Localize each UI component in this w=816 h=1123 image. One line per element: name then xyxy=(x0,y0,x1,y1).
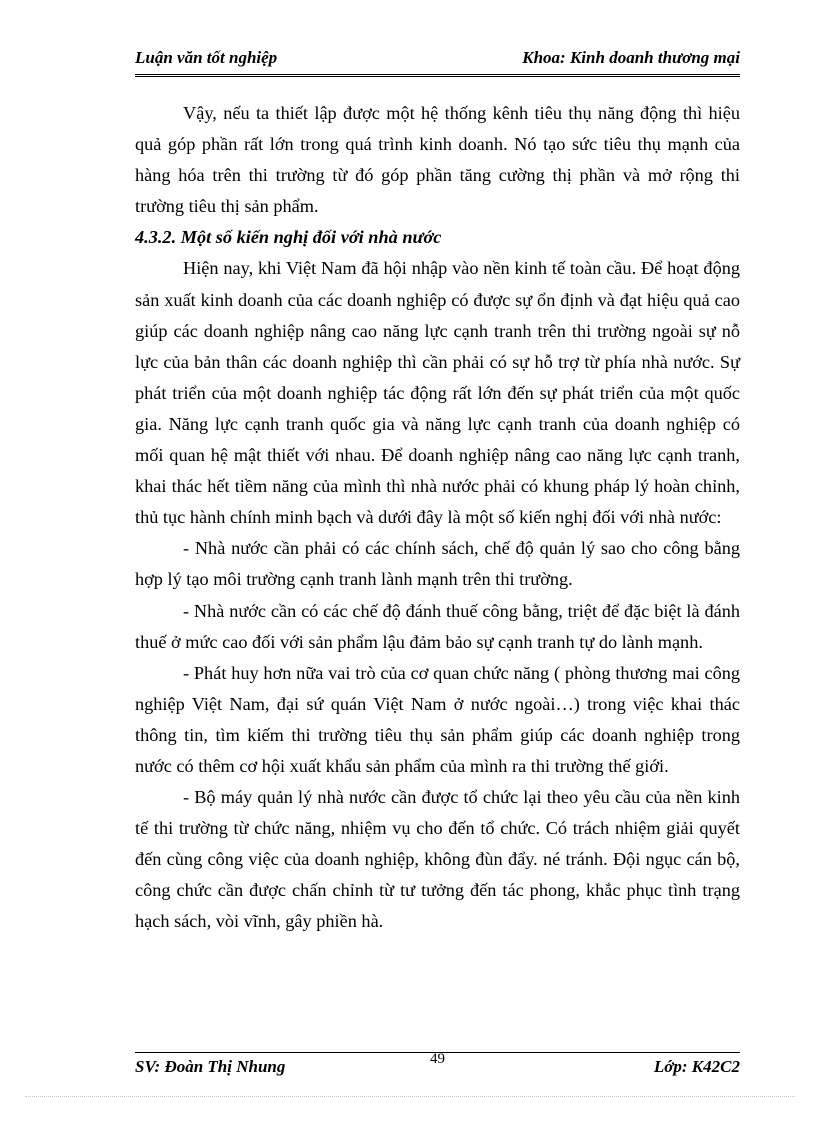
bullet-taxation: - Nhà nước cần có các chế độ đánh thuế công bằng, triệt để đặc biệt là đánh thuế ở mức cao đối với sản phẩm lậu đảm bảo sự cạnh tranh tự do lành mạnh. xyxy=(135,600,740,652)
page-header xyxy=(135,48,740,77)
header-thesis-label: Luận văn tốt nghiệp xyxy=(135,48,278,67)
bullet-policy: - Nhà nước cần phải có các chính sách, chế độ quản lý sao cho công bằng hợp lý tạo môi trường cạnh tranh lành mạnh trên thi trường. xyxy=(135,538,740,590)
footer-student-name: SV: Đoàn Thị Nhung xyxy=(135,1057,286,1076)
bullet-administration: - Bộ máy quản lý nhà nước cần được tổ chức lại theo yêu cầu của nền kinh tế thi trường từ chức năng, nhiệm vụ cho đến tổ chức. Có trách nhiệm giải quyết đến cùng công việc của doanh nghiệp, không đùn đẩy. né tránh. Đội ngục cán bộ, công chức cần được chấn chỉnh từ tư tưởng đến tác phong, khắc phục tình trạng hạch sách, vòi vĩnh, gây phiền hà. xyxy=(135,787,740,932)
page-bottom-divider xyxy=(25,1096,795,1097)
section-heading: 4.3.2. Một số kiến nghị đối với nhà nước xyxy=(135,227,442,248)
header-faculty-label: Khoa: Kinh doanh thương mại xyxy=(522,48,740,67)
paragraph-distribution-channel: Vậy, nếu ta thiết lập được một hệ thống kênh tiêu thụ năng động thì hiệu quả góp phần rất lớn trong quá trình kinh doanh. Nó tạo sức tiêu thụ mạnh của hàng hóa trên thi trường từ đó góp phần tăng cường thị phần và mở rộng thi trường tiêu thị sản phẩm. xyxy=(135,103,740,217)
footer-class-label: Lớp: K42C2 xyxy=(653,1057,740,1076)
page-footer xyxy=(135,1052,740,1077)
paragraph-state-recommendations-intro: Hiện nay, khi Việt Nam đã hội nhập vào nền kinh tế toàn cầu. Để hoạt động sản xuất kinh doanh của các doanh nghiệp có được sự ổn định và đạt hiệu quả cao giúp các doanh nghiệp nâng cao năng lực cạnh tranh trên thi trường ngoài sự nỗ lực của bản thân các doanh nghiệp thì cần phải có sự hỗ trợ từ phía nhà nước. Sự phát triển của một doanh nghiệp tác động rất lớn đến sự phát triển của một quốc gia. Năng lực cạnh tranh quốc gia và năng lực cạnh tranh của doanh nghiệp có mối quan hệ mật thiết với nhau. Để doanh nghiệp nâng cao năng lực cạnh tranh, khai thác hết tiềm năng của mình thì nhà nước phải có khung pháp lý hoàn chỉnh, thủ tục hành chính minh bạch và dưới đây là một số kiến nghị đối với nhà nước: xyxy=(135,258,740,528)
page-number: 49 xyxy=(430,1051,445,1067)
document-body xyxy=(135,98,740,938)
bullet-agencies: - Phát huy hơn nữa vai trò của cơ quan chức năng ( phòng thương mai công nghiệp Việt Nam, đại sứ quán Việt Nam ở nước ngoài…) trong việc khai thác thông tin, tìm kiếm thi trường tiêu thụ sản phẩm giúp các doanh nghiệp trong nước có thêm cơ hội xuất khẩu sản phẩm của mình ra thi trường thế giới. xyxy=(135,662,740,776)
